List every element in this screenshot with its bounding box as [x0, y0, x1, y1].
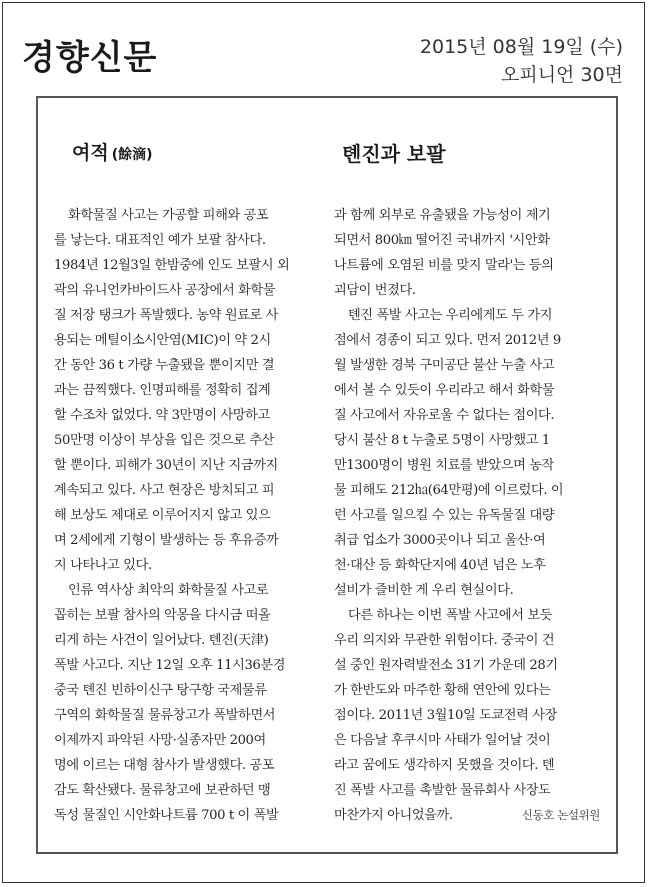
body-line: 할 뿐이다. 피해가 30년이 지난 지금까지 — [54, 458, 278, 473]
body-line: 인류 역사상 최악의 화학물질 사고로 — [68, 583, 269, 598]
body-line: 이제까지 파악된 사망·실종자만 200여 — [54, 733, 266, 748]
body-line: 독성 물질인 시안화나트륨 700 t 이 폭발 — [54, 808, 279, 823]
body-line: 과 함께 외부로 유출됐을 가능성이 제기 — [334, 208, 551, 223]
newspaper-masthead: 경향신문 — [22, 38, 158, 78]
body-line: 할 수조차 없었다. 약 3만명이 사망하고 — [54, 408, 270, 423]
publication-date: 2015년 08월 19일 (수) — [419, 36, 623, 58]
body-line: 진 폭발 사고를 촉발한 물류회사 사장도 — [334, 783, 551, 798]
column-name-hanja: (餘滴) — [111, 147, 153, 163]
body-line: 용되는 메틸이소시안염(MIC)이 약 2시 — [54, 333, 271, 348]
body-line: 구역의 화학물질 물류창고가 폭발하면서 — [54, 708, 276, 723]
body-line-with-byline — [334, 803, 600, 828]
body-line: 지 나타나고 있다. — [54, 558, 152, 573]
body-line: 라고 꿈에도 생각하지 못했을 것이다. 톈 — [334, 758, 555, 773]
body-line: 폭발 사고다. 지난 12일 오후 11시36분경 — [54, 658, 286, 673]
body-line: 간 동안 36 t 가량 누출됐을 뿐이지만 결 — [54, 358, 275, 373]
body-line: 며 2세에게 기형이 발생하는 등 후유증까 — [54, 533, 279, 548]
body-line: 되면서 800㎞ 떨어진 국내까지 '시안화 — [334, 233, 550, 248]
body-line: 다른 하나는 이번 폭발 사고에서 보듯 — [348, 608, 553, 623]
body-line-last: 마찬가지 아니었을까. — [334, 808, 453, 823]
body-line: 취급 업소가 3000곳이나 되고 울산·여 — [334, 533, 546, 548]
body-line: 톈진 폭발 사고는 우리에게도 두 가지 — [348, 308, 553, 323]
article-box — [36, 96, 618, 854]
column-name — [72, 138, 153, 165]
body-line: 감도 확산됐다. 물류창고에 보관하던 맹 — [54, 783, 271, 798]
body-line: 만1300명이 병원 치료를 받았으며 농작 — [334, 458, 554, 473]
body-line: 중국 톈진 빈하이신구 탕구항 국제물류 — [54, 683, 267, 698]
article-column-right — [334, 203, 600, 828]
article-headline: 톈진과 보팔 — [342, 142, 446, 166]
body-line: 화학물질 사고는 가공할 피해와 공포 — [68, 208, 269, 223]
column-name-main: 여적 — [72, 142, 109, 164]
body-line: 나트륨에 오염된 비를 맞지 말라'는 등의 — [334, 258, 554, 273]
body-line: 월 발생한 경북 구미공단 불산 누출 사고 — [334, 358, 555, 373]
body-line: 물 피해도 212㏊(64만평)에 이르렀다. 이 — [334, 483, 564, 498]
body-line: 해 보상도 제대로 이루어지지 않고 있으 — [54, 508, 271, 523]
publication-section: 오피니언 30면 — [501, 64, 623, 86]
body-line: 당시 불산 8 t 누출로 5명이 사망했고 1 — [334, 433, 550, 448]
body-line: 점이다. 2011년 3월10일 도쿄전력 사장 — [334, 708, 557, 723]
body-line: 질 저장 탱크가 폭발했다. 농약 원료로 사 — [54, 308, 278, 323]
body-line: 은 다음날 후쿠시마 사태가 일어날 것이 — [334, 733, 551, 748]
body-line: 과는 끔찍했다. 인명피해를 정확히 집계 — [54, 383, 271, 398]
body-line: 를 낳는다. 대표적인 예가 보팔 참사다. — [54, 233, 266, 248]
body-line: 설 중인 원자력발전소 31기 가운데 28기 — [334, 658, 558, 673]
body-line: 점에서 경종이 되고 있다. 먼저 2012년 9 — [334, 333, 561, 348]
body-line: 에서 볼 수 있듯이 우리라고 해서 화학물 — [334, 383, 555, 398]
body-line: 천·대산 등 화학단지에 40년 넘은 노후 — [334, 558, 546, 573]
body-line: 설비가 즐비한 게 우리 현실이다. — [334, 583, 514, 598]
body-line: 50만명 이상이 부상을 입은 것으로 추산 — [54, 433, 275, 448]
body-line: 명에 이르는 대형 참사가 발생했다. 공포 — [54, 758, 275, 773]
body-line: 리게 하는 사건이 일어났다. 톈진(天津) — [54, 633, 269, 648]
body-line: 1984년 12월3일 한밤중에 인도 보팔시 외 — [54, 258, 290, 273]
body-line: 질 사고에서 자유로울 수 없다는 점이다. — [334, 408, 555, 423]
article-column-left — [54, 203, 318, 828]
body-line: 꼽히는 보팔 참사의 악몽을 다시금 떠올 — [54, 608, 271, 623]
author-byline: 신동호 논설위원 — [521, 808, 600, 822]
body-line: 곽의 유니언카바이드사 공장에서 화학물 — [54, 283, 276, 298]
body-line: 런 사고를 일으킬 수 있는 유독물질 대량 — [334, 508, 555, 523]
body-line: 가 한반도와 마주한 황해 연안에 있다는 — [334, 683, 551, 698]
body-line: 우리 의지와 무관한 위험이다. 중국이 건 — [334, 633, 555, 648]
body-line: 계속되고 있다. 사고 현장은 방치되고 피 — [54, 483, 275, 498]
body-line: 괴담이 번졌다. — [334, 283, 416, 298]
